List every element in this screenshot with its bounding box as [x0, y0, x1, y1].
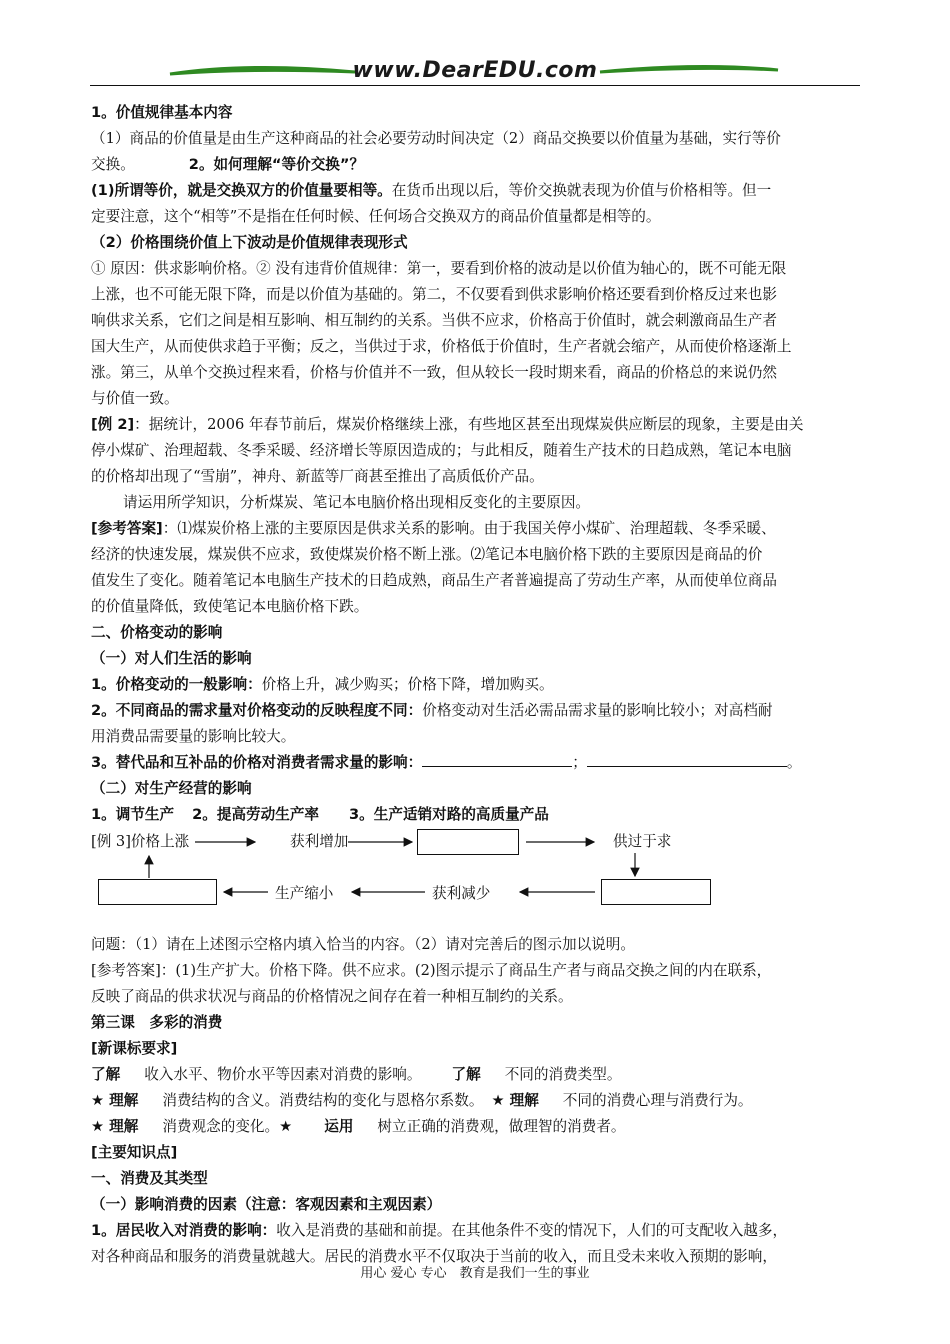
paragraph-line: 国大生产，从而使供求趋于平衡；反之，当供过于求，价格低于价值时，生产者就会缩产，从而使价格逐渐上	[91, 338, 792, 355]
paragraph-line: 1。居民收入对消费的影响：收入是消费的基础和前提。在其他条件不变的情况下，人们的可支配收入越多，	[91, 1222, 788, 1239]
paragraph-line: 的价格却出现了“雪崩”，神舟、新蓝等厂商甚至推出了高质低价产品。	[91, 468, 544, 485]
section-heading: [主要知识点]	[91, 1144, 178, 1161]
paragraph-line: (1)所谓等价，就是交换双方的价值量要相等。在货币出现以后，等价交换就表现为价值与价格相等。但一	[91, 182, 772, 199]
paragraph-line: 1。调节生产 2。提高劳动生产率 3。生产适销对路的高质量产品	[91, 806, 549, 823]
paragraph-line: （1）商品的价值量是由生产这种商品的社会必要劳动时间决定（2）商品交换要以价值量为基础，实行等价	[91, 130, 781, 147]
header-rule	[90, 85, 860, 86]
site-logo: www.DearEDU.com	[352, 58, 598, 83]
section-heading: [新课标要求]	[91, 1040, 178, 1057]
answer-blank[interactable]	[587, 750, 787, 767]
paragraph-line: 值发生了变化。随着笔记本电脑生产技术的日趋成熟，商品生产者普遍提高了劳动生产率，从而使单位商品	[91, 572, 777, 589]
subsection-heading: （一）对人们生活的影响	[91, 650, 252, 667]
paragraph-line: 涨。第三，从单个交换过程来看，价格与价值并不一致，但从较长一段时期来看，商品的价格总的来说仍然	[91, 364, 777, 381]
flow-diagram	[0, 825, 950, 915]
diagram-example-label: [例 3]价格上涨	[91, 833, 190, 850]
paragraph-line: 问题：（1）请在上述图示空格内填入恰当的内容。（2）请对完善后的图示加以说明。	[91, 936, 635, 953]
paragraph-line: ★ 理解 消费结构的含义。消费结构的变化与恩格尔系数。 ★ 理解 不同的消费心理与消费行为。	[91, 1092, 753, 1109]
subsection-heading: （二）对生产经营的影响	[91, 780, 252, 797]
paragraph-line: 定要注意，这个“相等”不是指在任何时候、任何场合交换双方的商品价值量都是相等的。	[91, 208, 661, 225]
section-heading: 二、价格变动的影响	[91, 624, 223, 641]
paragraph-line: 经济的快速发展，煤炭供不应求，致使煤炭价格不断上涨。⑵笔记本电脑价格下跌的主要原因是商品的价	[91, 546, 763, 563]
paragraph-line: [参考答案]：(1)生产扩大。价格下降。供不应求。(2)图示提示了商品生产者与商品交换之间的内在联系，	[91, 962, 772, 979]
subsection-heading: （一）影响消费的因素（注意：客观因素和主观因素）	[91, 1196, 442, 1213]
heading-2: 2。如何理解“等价交换”？	[188, 156, 365, 173]
diagram-arrows	[0, 825, 950, 915]
diagram-profit-up: 获利增加	[290, 833, 349, 850]
lesson-title: 第三课 多彩的消费	[91, 1014, 223, 1031]
paragraph-line: 1。价格变动的一般影响：价格上升，减少购买；价格下降，增加购买。	[91, 676, 554, 693]
paragraph-line: 3。替代品和互补品的价格对消费者需求量的影响： ； 。	[91, 750, 861, 776]
paragraph-line: ★ 理解 消费观念的变化。★ 运用 树立正确的消费观，做理智的消费者。	[91, 1118, 626, 1135]
diagram-oversupply: 供过于求	[613, 833, 672, 850]
paragraph-line: 对各种商品和服务的消费量就越大。居民的消费水平不仅取决于当前的收入，而且受未来收入预期的影响，	[91, 1248, 777, 1265]
paragraph-line: 与价值一致。	[91, 390, 179, 407]
paragraph-line: 用消费品需要量的影响比较大。	[91, 728, 296, 745]
heading-3: （2）价格围绕价值上下波动是价值规律表现形式	[91, 234, 408, 251]
answer-blank[interactable]	[422, 750, 572, 767]
diagram-shrink: 生产缩小	[275, 885, 334, 902]
paragraph-line: ① 原因：供求影响价格。② 没有违背价值规律：第一，要看到价格的波动是以价值为轴心的，既不可能无限	[91, 260, 787, 277]
paragraph-line: 了解 收入水平、物价水平等因素对消费的影响。 了解 不同的消费类型。	[91, 1066, 622, 1083]
section-heading: 一、消费及其类型	[91, 1170, 208, 1187]
diagram-profit-down: 获利减少	[432, 885, 491, 902]
paragraph-line: 请运用所学知识，分析煤炭、笔记本电脑价格出现相反变化的主要原因。	[123, 494, 591, 511]
paragraph-line: 交换。 2。如何理解“等价交换”？	[91, 156, 365, 173]
page-footer: 用心 爱心 专心 教育是我们一生的事业	[360, 1266, 590, 1281]
paragraph-line: 反映了商品的供求状况与商品的价格情况之间存在着一种相互制约的关系。	[91, 988, 573, 1005]
document-body	[91, 100, 861, 1270]
paragraph-line: 的价值量降低，致使笔记本电脑价格下跌。	[91, 598, 369, 615]
paragraph-line: 停小煤矿、治理超载、冬季采暖、经济增长等原因造成的；与此相反，随着生产技术的日趋成熟，笔记本电脑	[91, 442, 792, 459]
paragraph-line: [参考答案]：⑴煤炭价格上涨的主要原因是供求关系的影响。由于我国关停小煤矿、治理超载、冬季采暖、	[91, 520, 776, 537]
paragraph-line: 2。不同商品的需求量对价格变动的反映程度不同：价格变动对生活必需品需求量的影响比较小；对高档耐	[91, 702, 773, 719]
paragraph-line: 上涨，也不可能无限下降，而是以价值为基础的。第二，不仅要看到供求影响价格还要看到价格反过来也影	[91, 286, 777, 303]
paragraph-line: [例 2]：据统计，2006 年春节前后，煤炭价格继续上涨，有些地区甚至出现煤炭供应断层的现象，主要是由关	[91, 416, 804, 433]
heading-1: 1。价值规律基本内容	[91, 104, 233, 121]
paragraph-line: 响供求关系，它们之间是相互影响、相互制约的关系。当供不应求，价格高于价值时，就会刺激商品生产者	[91, 312, 777, 329]
